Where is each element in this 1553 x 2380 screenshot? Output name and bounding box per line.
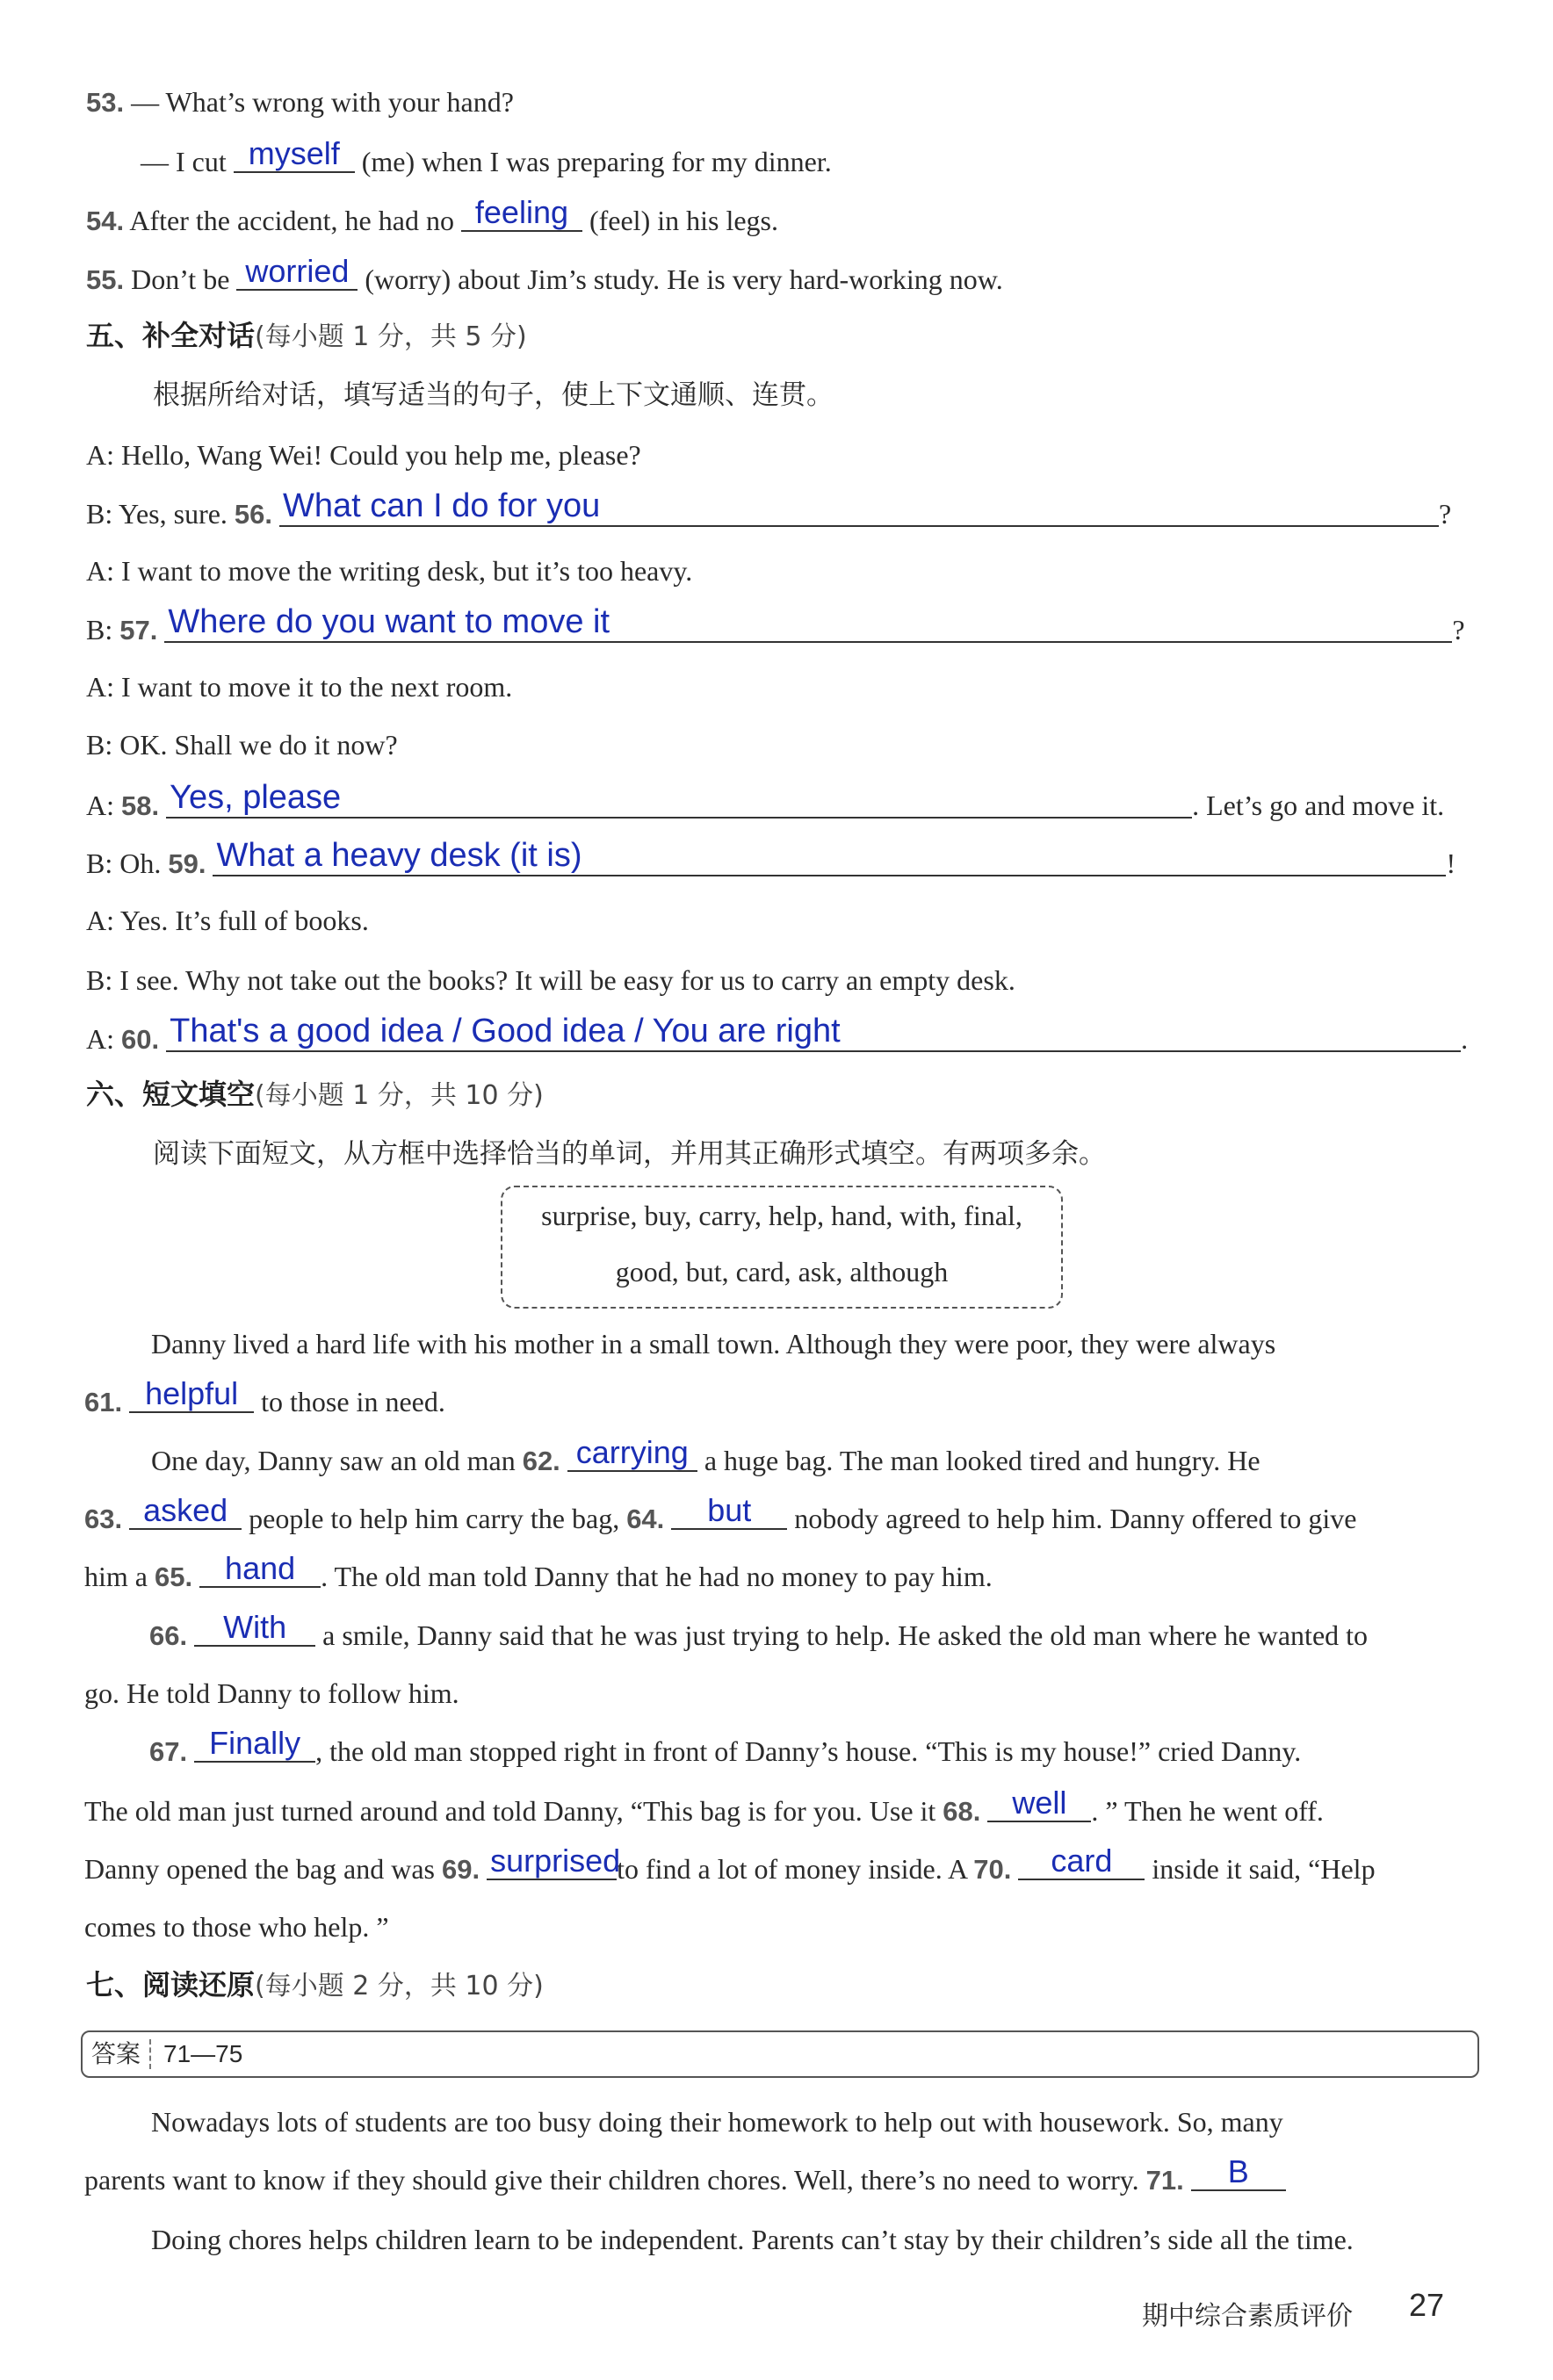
question-55 (86, 253, 1003, 299)
passage-text: a huge bag. The man looked tired and hungry. He (704, 1445, 1260, 1476)
section-points: (每小题 2 分，共 10 分) (255, 1971, 544, 2001)
passage-text: One day, Danny saw an old man (151, 1445, 516, 1476)
word-bank-line: surprise, buy, carry, help, hand, with, final, (541, 1200, 1022, 1231)
answer-66: With (194, 1610, 315, 1647)
answer-65: hand (199, 1551, 321, 1588)
dialogue-line: A: I want to move it to the next room. (86, 671, 513, 703)
section-points: (每小题 1 分，共 5 分) (255, 321, 527, 352)
speaker-text: B: (86, 614, 113, 645)
answer-57: Where do you want to move it (164, 602, 1452, 643)
question-number: 70. (973, 1854, 1012, 1885)
question-number: 56. (234, 499, 273, 530)
passage-line-63-64 (84, 1492, 1357, 1539)
section-6-heading (86, 1075, 544, 1115)
passage-text: Danny opened the bag and was (84, 1853, 435, 1885)
punctuation: ? (1452, 614, 1465, 645)
question-text: Don’t be (131, 263, 230, 295)
question-text: (worry) about Jim’s study. He is very hard-working now. (365, 263, 1003, 295)
passage-text: , the old man stopped right in front of Danny’s house. “This is my house!” cried Danny. (315, 1735, 1302, 1767)
passage-line-68 (84, 1785, 1324, 1831)
answer-67: Finally (194, 1726, 315, 1763)
answer-55: worried (236, 254, 358, 291)
answer-69: surprised (487, 1843, 617, 1880)
answer-59: What a heavy desk (it is) (213, 836, 1446, 876)
section-title: 七、阅读还原 (86, 1968, 256, 2001)
reply-text: (me) when I was preparing for my dinner. (361, 146, 832, 177)
answer-64: but (671, 1493, 787, 1530)
question-53-reply (141, 135, 832, 181)
question-number: 61. (84, 1387, 123, 1417)
passage-text: . The old man told Danny that he had no money to pay him. (321, 1561, 993, 1592)
dialogue-line: A: Yes. It’s full of books. (86, 905, 369, 936)
question-number: 71. (1145, 2165, 1184, 2196)
passage-text: The old man just turned around and told Danny, “This bag is for you. Use it (84, 1795, 936, 1827)
answer-60: That's a good idea / Good idea / You are right (166, 1012, 1461, 1052)
reading-line-71 (84, 2153, 1286, 2200)
passage-line: comes to those who help. ” (84, 1911, 389, 1943)
dialogue-line: A: Hello, Wang Wei! Could you help me, please? (86, 439, 641, 471)
answer-62: carrying (567, 1435, 697, 1472)
word-bank (501, 1186, 1063, 1309)
section-title: 五、补全对话 (86, 319, 256, 352)
question-number: 67. (149, 1736, 188, 1767)
passage-text: to those in need. (261, 1386, 445, 1417)
answer-58: Yes, please (166, 778, 1192, 819)
answer-tag: 答案 (91, 2039, 151, 2069)
question-number: 54. (86, 206, 125, 236)
passage-line-67 (149, 1725, 1302, 1771)
section-5-instruction: 根据所给对话，填写适当的句子，使上下文通顺、连贯。 (153, 379, 834, 411)
answer-71: B (1191, 2154, 1286, 2191)
speaker-text: A: (86, 1023, 114, 1055)
answer-63: asked (129, 1493, 242, 1530)
passage-line-61 (84, 1375, 445, 1422)
section-title: 六、短文填空 (86, 1078, 256, 1111)
question-text: (feel) in his legs. (589, 205, 778, 236)
dialogue-line-59 (86, 837, 1456, 883)
passage-text: . ” Then he went off. (1091, 1795, 1324, 1827)
question-number: 69. (441, 1854, 480, 1885)
sentence-end: . Let’s go and move it. (1192, 790, 1445, 821)
punctuation: ? (1439, 498, 1452, 530)
dialogue-line-58 (86, 779, 1445, 826)
passage-line-62 (151, 1434, 1260, 1481)
passage-line-69-70 (84, 1843, 1376, 1889)
question-number: 55. (86, 264, 125, 295)
question-53 (86, 83, 514, 122)
answer-54: feeling (461, 195, 582, 232)
question-number: 60. (121, 1024, 160, 1055)
section-7-heading (86, 1965, 544, 2006)
passage-line: Danny lived a hard life with his mother in a small town. Although they were poor, they were always (151, 1328, 1276, 1359)
passage-text: nobody agreed to help him. Danny offered to give (794, 1503, 1357, 1534)
answer-61: helpful (129, 1376, 254, 1413)
answer-53: myself (234, 136, 355, 173)
punctuation: ! (1446, 847, 1456, 879)
reply-text: — I cut (141, 146, 227, 177)
question-number: 59. (168, 848, 206, 879)
section-6-instruction: 阅读下面短文，从方框中选择恰当的单词，并用其正确形式填空。有两项多余。 (153, 1138, 1106, 1170)
dialogue-line-60 (86, 1013, 1469, 1059)
question-number: 68. (943, 1796, 981, 1827)
question-number: 65. (154, 1561, 193, 1592)
question-text: After the accident, he had no (129, 205, 454, 236)
speaker-text: B: Oh. (86, 847, 162, 879)
section-points: (每小题 1 分，共 10 分) (255, 1080, 544, 1111)
passage-text: people to help him carry the bag, (249, 1503, 620, 1534)
punctuation: . (1461, 1023, 1469, 1055)
reading-line: Nowadays lots of students are too busy doing their homework to help out with housework. So, many (151, 2106, 1283, 2138)
section-5-heading (86, 316, 527, 357)
answer-range: 71—75 (163, 2040, 243, 2067)
passage-text: a smile, Danny said that he was just trying to help. He asked the old man where he wanted to (322, 1619, 1369, 1651)
dialogue-line: B: OK. Shall we do it now? (86, 729, 398, 761)
question-prompt: — What’s wrong with your hand? (131, 86, 514, 118)
dialogue-line-56 (86, 487, 1484, 534)
question-number: 64. (626, 1504, 665, 1534)
passage-line-66 (149, 1609, 1369, 1655)
question-number: 57. (119, 615, 158, 645)
footer-label: 期中综合素质评价 (1142, 2301, 1353, 2332)
answer-56: What can I do for you (279, 487, 1439, 527)
reading-text: parents want to know if they should give their children chores. Well, there’s no need to worry. (84, 2164, 1139, 2196)
dialogue-line: A: I want to move the writing desk, but it’s too heavy. (86, 555, 693, 587)
question-number: 66. (149, 1620, 188, 1651)
question-number: 63. (84, 1504, 123, 1534)
reading-line: Doing chores helps children learn to be independent. Parents can’t stay by their children’s side all the time. (151, 2224, 1354, 2255)
question-number: 58. (121, 790, 160, 821)
passage-line: go. He told Danny to follow him. (84, 1677, 459, 1709)
question-number: 53. (86, 87, 125, 118)
passage-text: to find a lot of money inside. A (617, 1853, 967, 1885)
question-number: 62. (522, 1446, 560, 1476)
speaker-text: B: Yes, sure. (86, 498, 228, 530)
passage-text: him a (84, 1561, 148, 1592)
answer-68: well (987, 1785, 1091, 1822)
answer-70: card (1018, 1843, 1145, 1880)
speaker-text: A: (86, 790, 114, 821)
passage-line-65 (84, 1550, 993, 1597)
question-54 (86, 194, 778, 241)
page-number: 27 (1409, 2287, 1445, 2323)
word-bank-line: good, but, card, ask, although (615, 1256, 949, 1287)
dialogue-line-57 (86, 603, 1465, 650)
passage-text: inside it said, “Help (1152, 1853, 1376, 1885)
dialogue-line: B: I see. Why not take out the books? It will be easy for us to carry an empty desk. (86, 964, 1015, 996)
answer-range-box (81, 2030, 1479, 2078)
